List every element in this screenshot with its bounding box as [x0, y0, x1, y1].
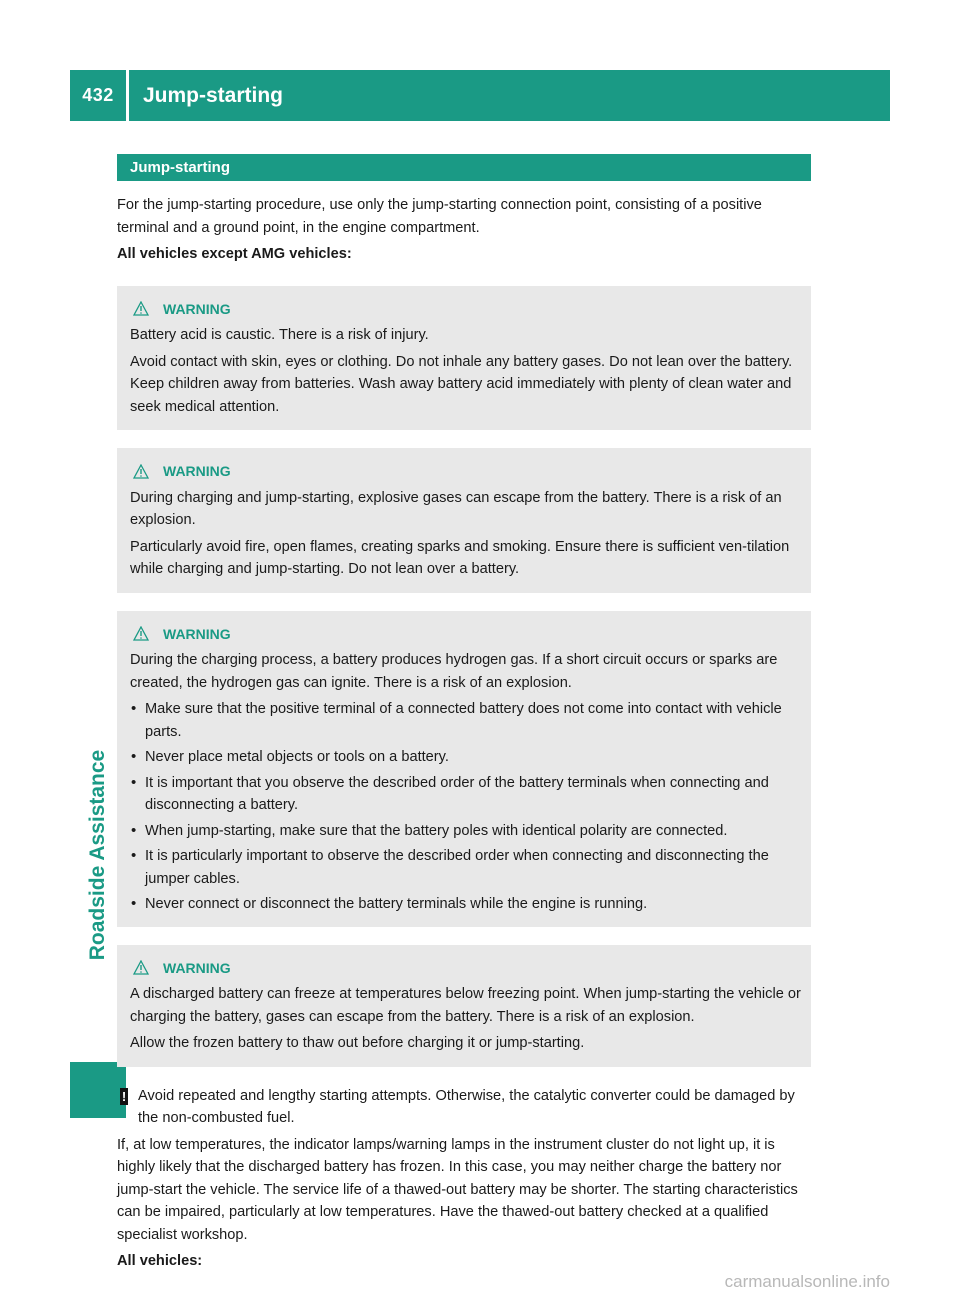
bullet-icon: • — [131, 748, 137, 765]
section-title: Jump-starting — [117, 154, 811, 181]
warning-text: Avoid contact with skin, eyes or clothing. Do not inhale any battery gases. Do not lean over the battery. Keep children away from batteries. Wash away battery acid immediately with plenty of clean water and seek medical attention. — [130, 353, 793, 415]
warning-text: During the charging process, a battery produces hydrogen gas. If a short circuit occurs or sparks are created, the hydrogen gas can ignite. There is a risk of an explosion. — [130, 652, 778, 691]
main-content — [117, 154, 811, 1277]
footer-watermark: carmanualsonline.info — [724, 1272, 890, 1291]
warning-triangle-icon — [133, 301, 149, 316]
warning-box-4 — [117, 945, 811, 1067]
bullet-icon: • — [131, 821, 137, 839]
warning-label: WARNING — [163, 959, 231, 976]
side-tab-label: Roadside Assistance — [86, 749, 110, 961]
intro-paragraph: For the jump-starting procedure, use only the jump-starting connection point, consisting of a positive terminal and a ground point, in the engine compartment. — [117, 197, 762, 236]
warning-text: Battery acid is caustic. There is a risk of injury. — [130, 327, 429, 343]
warning-triangle-icon — [133, 960, 149, 975]
list-item: • When jump-starting, make sure that the battery poles with identical polarity are connected. — [130, 820, 802, 843]
warning-text: Allow the frozen battery to thaw out before charging it or jump-starting. — [130, 1035, 585, 1051]
page-title: Jump-starting — [143, 83, 284, 107]
side-tab — [84, 655, 112, 1055]
list-item: • It is particularly important to observe the described order when connecting and disconnecting the jumper cables. — [131, 847, 769, 887]
frozen-battery-paragraph: If, at low temperatures, the indicator lamps/warning lamps in the instrument cluster do not light up, it is highly likely that the discharged battery has frozen. In this case, you may neither charge the battery nor jump-start the vehicle. The service life of a thawed-out battery may be shorter. The starting characteristics can be impaired, particularly at low temperatures. Have the thawed-out battery checked at a qualified specialist workshop. — [117, 1136, 798, 1243]
list-item: • Never place metal objects or tools on a battery. — [130, 746, 802, 769]
warning-box-2 — [117, 448, 811, 593]
warning-label: WARNING — [163, 463, 231, 479]
list-item: • It is important that you observe the described order of the battery terminals when connecting and disconnecting a battery. — [131, 773, 769, 813]
bullet-icon: • — [131, 847, 137, 864]
warning-text: Particularly avoid fire, open flames, creating sparks and smoking. Ensure there is sufficient ven-tilation while charging and jump-starting. Do not lean over a battery. — [130, 538, 790, 577]
warning-text: During charging and jump-starting, explosive gases can escape from the battery. There is a risk of an explosion. — [130, 489, 782, 528]
subhead-all-vehicles: All vehicles: — [117, 1253, 203, 1269]
warning-header — [130, 460, 802, 483]
bullet-icon: • — [131, 895, 137, 912]
warning-triangle-icon — [133, 626, 149, 641]
warning-label: WARNING — [163, 300, 231, 317]
warning-text: A discharged battery can freeze at temperatures below freezing point. When jump-starting the vehicle or charging the battery, gases can escape from the battery. There is a risk of an explosion. — [130, 986, 801, 1025]
exclamation-icon: ! — [121, 1088, 127, 1104]
warning-triangle-icon — [133, 464, 149, 479]
list-item: • Make sure that the positive terminal of a connected battery does not come into contact with vehicle parts. — [131, 700, 782, 740]
notice — [117, 1085, 811, 1130]
list-item: • Never connect or disconnect the battery terminals while the engine is running. — [130, 893, 802, 916]
warning-bullet-list — [130, 698, 802, 916]
header-divider — [126, 70, 129, 121]
notice-text: Avoid repeated and lengthy starting attempts. Otherwise, the catalytic converter could be damaged by the non-combusted fuel. — [138, 1087, 795, 1126]
page-header — [70, 70, 890, 121]
page-number: 432 — [82, 85, 114, 105]
warning-box-3 — [117, 611, 811, 927]
warning-header — [130, 957, 802, 980]
bullet-icon: • — [131, 700, 137, 717]
warning-label: WARNING — [163, 625, 231, 642]
bullet-icon: • — [131, 773, 137, 791]
warning-header — [130, 298, 802, 321]
warning-header — [130, 623, 802, 646]
warning-box-1 — [117, 286, 811, 431]
subhead-non-amg: All vehicles except AMG vehicles: — [117, 246, 352, 262]
